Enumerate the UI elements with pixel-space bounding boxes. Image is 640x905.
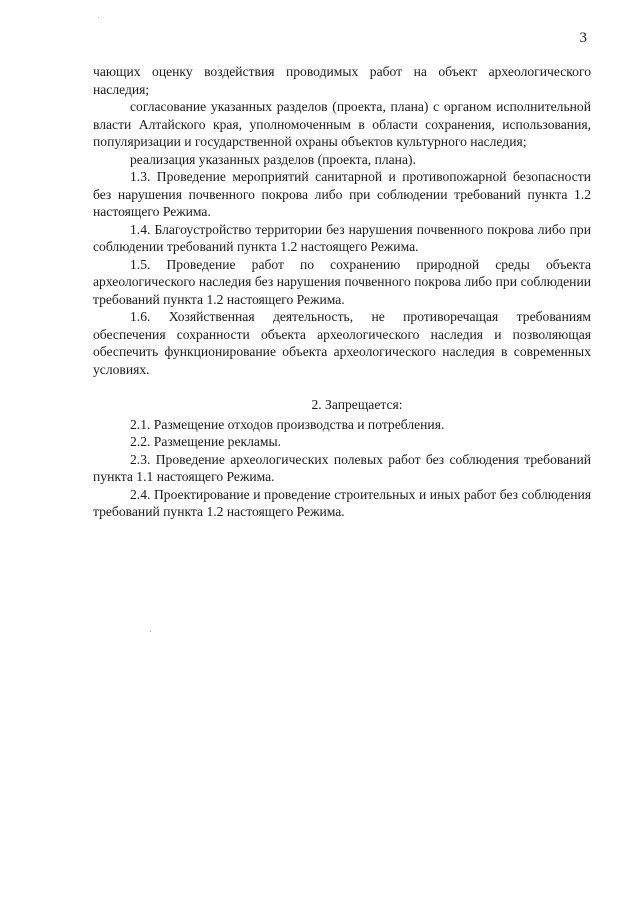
paragraph-continuation: чающих оценку воздействия проводимых работ на объект археологического наследия;: [93, 64, 591, 97]
document-body: [93, 63, 591, 521]
scan-speck: [150, 631, 151, 632]
paragraph-1-3: 1.3. Проведение мероприятий санитарной и противопожарной безопасности без нарушения почвенного покрова либо при соблюдении требований пункта 1.2 настоящего Режима.: [93, 169, 591, 219]
page-number: 3: [579, 30, 587, 46]
paragraph-1-4: 1.4. Благоустройство территории без нарушения почвенного покрова либо при соблюдении требований пункта 1.2 настоящего Режима.: [93, 221, 591, 254]
paragraph-1-5: 1.5. Проведение работ по сохранению природной среды объекта археологического наследия без нарушения почвенного покрова либо при соблюдении требований пункта 1.2 настоящего Режима.: [93, 256, 591, 307]
section-heading-prohibited: 2. Запрещается:: [311, 397, 403, 412]
paragraph-2-3: 2.3. Проведение археологических полевых работ без соблюдения требований пункта 1.1 настоящего Режима.: [93, 451, 591, 484]
paragraph-1-6: 1.6. Хозяйственная деятельность, не противоречащая требованиям обеспечения сохранности объекта археологического наследия и позволяющая обеспечить функционирование объекта археологического наследия в современных условиях.: [93, 309, 591, 377]
paragraph-2-4: 2.4. Проектирование и проведение строительных и иных работ без соблюдения требований пункта 1.2 настоящего Режима.: [93, 486, 591, 519]
scan-speck: [98, 17, 99, 18]
paragraph-implementation: реализация указанных разделов (проекта, плана).: [130, 151, 416, 167]
paragraph-2-2: 2.2. Размещение рекламы.: [130, 434, 282, 449]
paragraph-approval: согласование указанных разделов (проекта, плана) с органом исполнительной власти Алтайского края, уполномоченным в области сохранения, использования, популяризации и государственной охраны объектов культурного наследия;: [93, 99, 591, 149]
paragraph-2-1: 2.1. Размещение отходов производства и потребления.: [130, 416, 445, 432]
